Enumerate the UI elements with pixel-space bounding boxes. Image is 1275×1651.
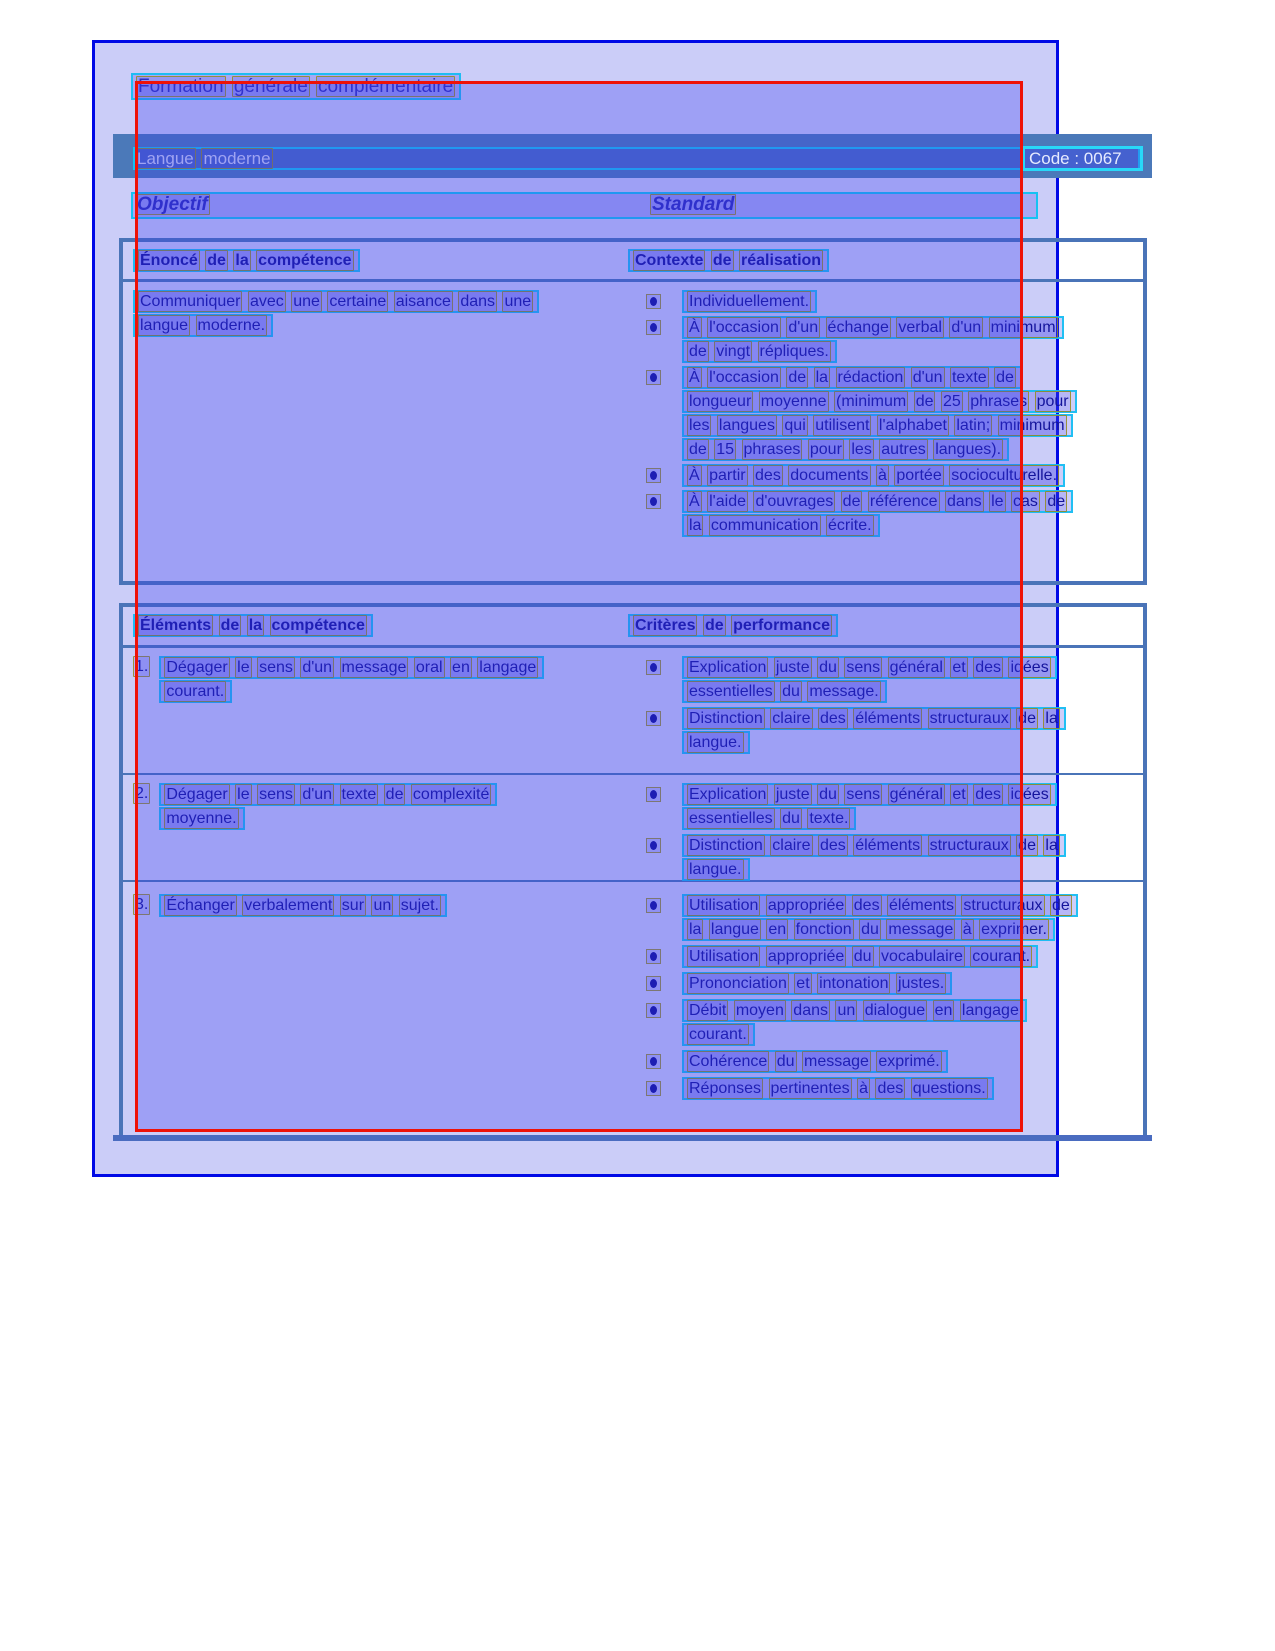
bullet-icon xyxy=(646,949,661,964)
criteria-bullet-list xyxy=(616,783,1143,885)
competence-statement-cell xyxy=(123,290,616,338)
document-title-line xyxy=(131,75,461,99)
element-text: Dégager le sens d'un message oral en langage courant. xyxy=(159,656,544,703)
bottom-divider-bar xyxy=(113,1135,1152,1141)
context-bullet-list xyxy=(616,290,1143,540)
list-item: Réponses pertinentes à des questions. xyxy=(616,1077,1143,1101)
competence-table-header xyxy=(123,242,1143,282)
header-elements: Éléments de la compétence xyxy=(123,607,626,645)
table-row xyxy=(123,773,1143,880)
bullet-icon xyxy=(646,494,661,509)
element-cell xyxy=(123,894,616,918)
list-item: Distinction claire des éléments structuraux de la langue. xyxy=(616,834,1143,882)
paragraph xyxy=(133,290,573,338)
section-headings xyxy=(131,192,1038,219)
list-item: Débit moyen dans un dialogue en langage courant. xyxy=(616,999,1143,1047)
elements-table-header xyxy=(123,607,1143,648)
bullet-icon xyxy=(646,711,661,726)
course-name: Langue moderne xyxy=(137,149,271,168)
list-item: Explication juste du sens général et des idées essentielles du texte. xyxy=(616,783,1143,831)
list-item: Cohérence du message exprimé. xyxy=(616,1050,1143,1074)
list-item: Utilisation appropriée du vocabulaire courant. xyxy=(616,945,1143,969)
element-text: Dégager le sens d'un texte de complexité moyenne. xyxy=(159,783,497,830)
course-code: Code : 0067 xyxy=(1022,146,1143,171)
bullet-icon xyxy=(646,660,661,675)
bullet-icon xyxy=(646,320,661,335)
elements-table xyxy=(119,603,1147,1140)
heading-objectif: Objectif xyxy=(137,194,208,215)
element-text: Échanger verbalement sur un sujet. xyxy=(159,894,447,917)
list-item: Prononciation et intonation justes. xyxy=(616,972,1143,996)
list-item: Utilisation appropriée des éléments structuraux de la langue en fonction du message à exprimer. xyxy=(616,894,1143,942)
element-cell xyxy=(123,656,616,704)
item-number: 2. xyxy=(135,785,149,802)
bullet-icon xyxy=(646,370,661,385)
list-item: À l'aide d'ouvrages de référence dans le cas de la communication écrite. xyxy=(616,490,1143,538)
list-item: Distinction claire des éléments structuraux de la langue. xyxy=(616,707,1143,755)
table-row xyxy=(123,880,1143,1139)
list-item: À l'occasion de la rédaction d'un texte de longueur moyenne (minimum de 25 phrases pour les langues qui utilisent l'alphabet latin; minimum de 15 phrases pour les autres langues). xyxy=(616,366,1143,462)
element-cell xyxy=(123,783,616,831)
bullet-icon xyxy=(646,294,661,309)
document-title: Formation générale complémentaire xyxy=(131,73,461,100)
list-item: À partir des documents à portée socioculturelle. xyxy=(616,464,1143,488)
course-header-bar xyxy=(113,134,1152,178)
bullet-icon xyxy=(646,1081,661,1096)
bullet-icon xyxy=(646,787,661,802)
competence-statement: Communiquer avec une certaine aisance dans une langue moderne. xyxy=(133,290,539,337)
criteria-bullet-list xyxy=(616,894,1143,1104)
competence-table-body xyxy=(123,282,1143,540)
header-contexte: Contexte de réalisation xyxy=(626,242,1143,279)
list-item: Individuellement. xyxy=(616,290,1143,314)
table-row xyxy=(123,648,1143,773)
list-item: À l'occasion d'un échange verbal d'un minimum de vingt répliques. xyxy=(616,316,1143,364)
header-enonce: Énoncé de la compétence xyxy=(123,242,626,279)
competence-table xyxy=(119,238,1147,585)
headings-line-highlight xyxy=(131,192,1038,219)
bullet-icon xyxy=(646,838,661,853)
header-line-highlight xyxy=(133,147,1140,170)
header-criteres: Critères de performance xyxy=(626,607,1143,645)
bullet-icon xyxy=(646,468,661,483)
criteria-bullet-list xyxy=(616,656,1143,758)
item-number: 1. xyxy=(135,658,149,675)
bullet-icon xyxy=(646,1054,661,1069)
item-number: 3. xyxy=(135,896,149,913)
bullet-icon xyxy=(646,898,661,913)
bullet-icon xyxy=(646,1003,661,1018)
heading-standard: Standard xyxy=(652,194,735,215)
list-item: Explication juste du sens général et des idées essentielles du message. xyxy=(616,656,1143,704)
bullet-icon xyxy=(646,976,661,991)
